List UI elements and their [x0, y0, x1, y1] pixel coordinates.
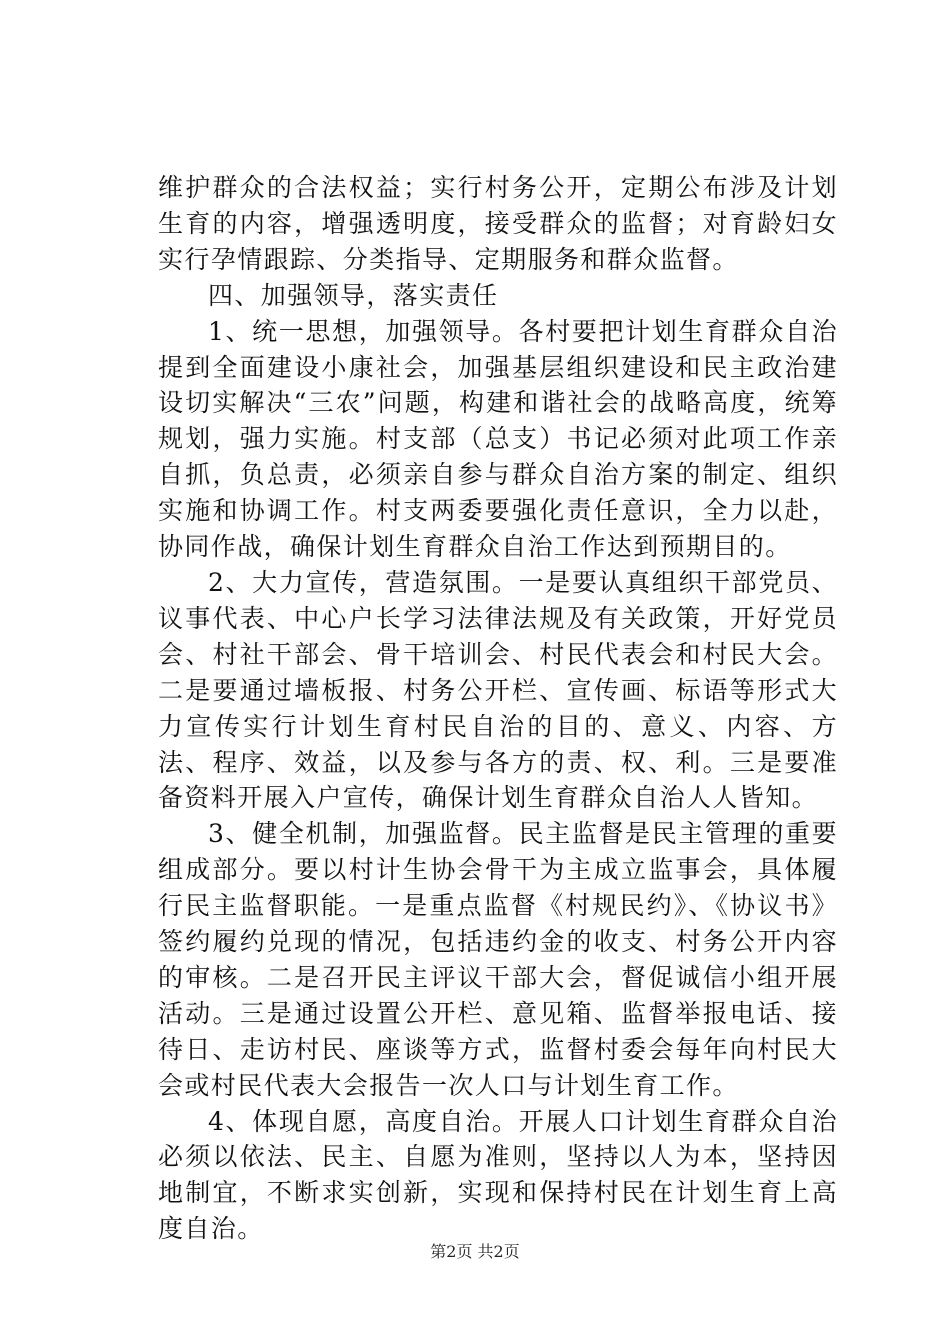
paragraph-continuation: 维护群众的合法权益；实行村务公开，定期公布涉及计划生育的内容，增强透明度，接受群众的监督；对育龄妇女实行孕情跟踪、分类指导、定期服务和群众监督。	[158, 173, 838, 274]
paragraph-item-4: 4、体现自愿，高度自治。开展人口计划生育群众自治必须以依法、民主、自愿为准则，坚持以人为本，坚持因地制宜，不断求实创新，实现和保持村民在计划生育上高度自治。	[158, 1106, 838, 1244]
document-body	[158, 170, 838, 1247]
page-number: 第2页 共2页	[430, 1242, 520, 1261]
paragraph-item-3: 3、健全机制，加强监督。民主监督是民主管理的重要组成部分。要以村计生协会骨干为主成立监事会，具体履行民主监督职能。一是重点监督《村规民约》、《协议书》签约履约兑现的情况，包括违约金的收支、村务公开内容的审核。二是召开民主评议干部大会，督促诚信小组开展活动。三是通过设置公开栏、意见箱、监督举报电话、接待日、走访村民、座谈等方式，监督村委会每年向村民大会或村民代表大会报告一次人口与计划生育工作。	[158, 819, 838, 1100]
paragraph-item-1: 1、统一思想，加强领导。各村要把计划生育群众自治提到全面建设小康社会，加强基层组织建设和民主政治建设切实解决“三农”问题，构建和谐社会的战略高度，统筹规划，强力实施。村支部（总支）书记必须对此项工作亲自抓，负总责，必须亲自参与群众自治方案的制定、组织实施和协调工作。村支两委要强化责任意识，全力以赴，协同作战，确保计划生育群众自治工作达到预期目的。	[158, 316, 838, 562]
page-footer	[0, 1241, 950, 1263]
section-heading: 四、加强领导，落实责任	[208, 280, 499, 310]
paragraph-item-2: 2、大力宣传，营造氛围。一是要认真组织干部党员、议事代表、中心户长学习法律法规及有关政策，开好党员会、村社干部会、骨干培训会、村民代表会和村民大会。二是要通过墙板报、村务公开栏、宣传画、标语等形式大力宣传实行计划生育村民自治的目的、意义、内容、方法、程序、效益，以及参与各方的责、权、利。三是要准备资料开展入户宣传，确保计划生育群众自治人人皆知。	[158, 567, 838, 813]
